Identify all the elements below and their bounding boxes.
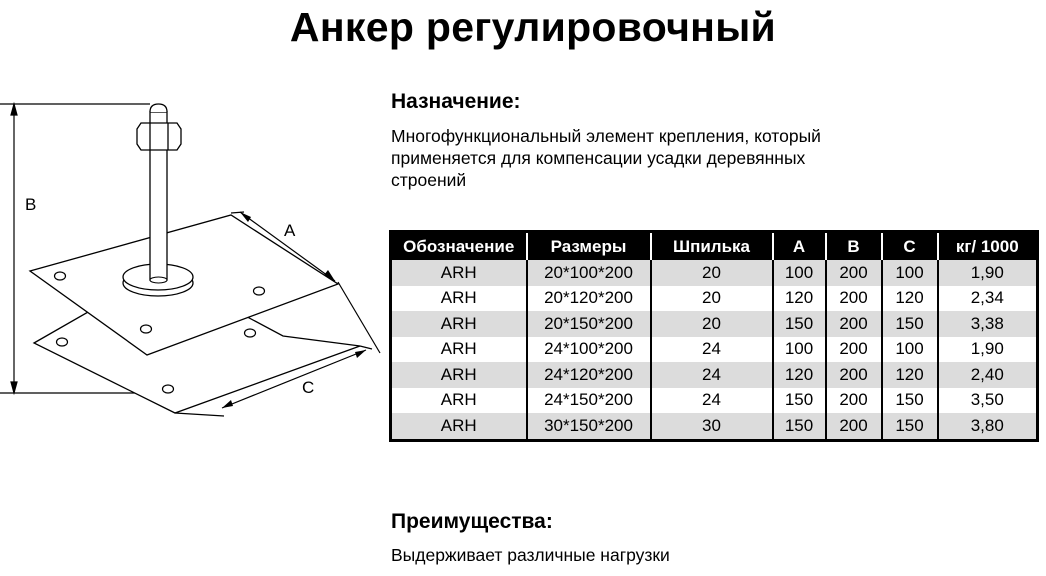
- table-cell: ARH: [391, 413, 527, 440]
- table-cell: 120: [773, 362, 826, 388]
- table-cell: 3,38: [938, 311, 1038, 337]
- table-row: [391, 337, 1038, 363]
- spec-table: [389, 230, 1039, 442]
- table-cell: 120: [882, 362, 938, 388]
- purpose-heading: Назначение:: [391, 90, 521, 113]
- col-header: кг/ 1000: [938, 232, 1038, 261]
- table-cell: 150: [882, 413, 938, 440]
- table-cell: 20: [651, 286, 773, 312]
- table-cell: 24*120*200: [527, 362, 651, 388]
- table-cell: 200: [826, 337, 882, 363]
- table-cell: 150: [773, 413, 826, 440]
- table-cell: 24*100*200: [527, 337, 651, 363]
- table-cell: 1,90: [938, 337, 1038, 363]
- purpose-line: строений: [391, 170, 467, 190]
- purpose-line: применяется для компенсации усадки деревянных: [391, 148, 806, 168]
- page-title: Анкер регулировочный: [289, 4, 777, 50]
- table-row: [391, 362, 1038, 388]
- table-cell: 3,50: [938, 388, 1038, 414]
- table-cell: 120: [882, 286, 938, 312]
- table-cell: 30: [651, 413, 773, 440]
- table-row: [391, 260, 1038, 286]
- table-cell: 200: [826, 311, 882, 337]
- table-cell: 150: [882, 388, 938, 414]
- purpose-text: [391, 125, 951, 191]
- col-header: C: [882, 232, 938, 261]
- advantages-text: Выдерживает различные нагрузки: [391, 545, 670, 565]
- col-header: Шпилька: [651, 232, 773, 261]
- table-cell: 20: [651, 260, 773, 286]
- table-cell: 2,34: [938, 286, 1038, 312]
- table-cell: ARH: [391, 311, 527, 337]
- table-cell: 150: [773, 311, 826, 337]
- table-cell: 1,90: [938, 260, 1038, 286]
- table-cell: 3,80: [938, 413, 1038, 440]
- hex-nut: [137, 123, 181, 150]
- table-cell: 200: [826, 388, 882, 414]
- table-cell: 24: [651, 337, 773, 363]
- col-header: B: [826, 232, 882, 261]
- table-cell: 20*150*200: [527, 311, 651, 337]
- table-cell: 2,40: [938, 362, 1038, 388]
- table-row: [391, 286, 1038, 312]
- table-cell: 200: [826, 362, 882, 388]
- label-b: B: [25, 195, 37, 214]
- table-cell: 100: [773, 337, 826, 363]
- purpose-line: Многофункциональный элемент крепления, который: [391, 126, 821, 146]
- table-cell: ARH: [391, 260, 527, 286]
- table-row: [391, 388, 1038, 414]
- table-cell: 200: [826, 260, 882, 286]
- table-cell: 200: [826, 413, 882, 440]
- table-cell: ARH: [391, 388, 527, 414]
- table-cell: ARH: [391, 286, 527, 312]
- table-cell: 20*120*200: [527, 286, 651, 312]
- table-cell: 150: [773, 388, 826, 414]
- table-cell: 100: [882, 337, 938, 363]
- table-cell: 24: [651, 388, 773, 414]
- table-cell: 20*100*200: [527, 260, 651, 286]
- table-cell: ARH: [391, 337, 527, 363]
- table-cell: 150: [882, 311, 938, 337]
- table-header-row: [391, 232, 1038, 261]
- table-cell: 100: [773, 260, 826, 286]
- advantages-heading: Преимущества:: [391, 510, 553, 533]
- table-row: [391, 311, 1038, 337]
- table-cell: 200: [826, 286, 882, 312]
- table-row: [391, 413, 1038, 440]
- table-cell: 100: [882, 260, 938, 286]
- table-cell: 120: [773, 286, 826, 312]
- table-cell: ARH: [391, 362, 527, 388]
- label-a: A: [284, 221, 296, 240]
- table-cell: 20: [651, 311, 773, 337]
- label-c: C: [302, 378, 315, 397]
- col-header: Размеры: [527, 232, 651, 261]
- table-cell: 24*150*200: [527, 388, 651, 414]
- table-cell: 30*150*200: [527, 413, 651, 440]
- col-header: Обозначение: [391, 232, 527, 261]
- table-cell: 24: [651, 362, 773, 388]
- col-header: A: [773, 232, 826, 261]
- anchor-drawing: [0, 78, 390, 428]
